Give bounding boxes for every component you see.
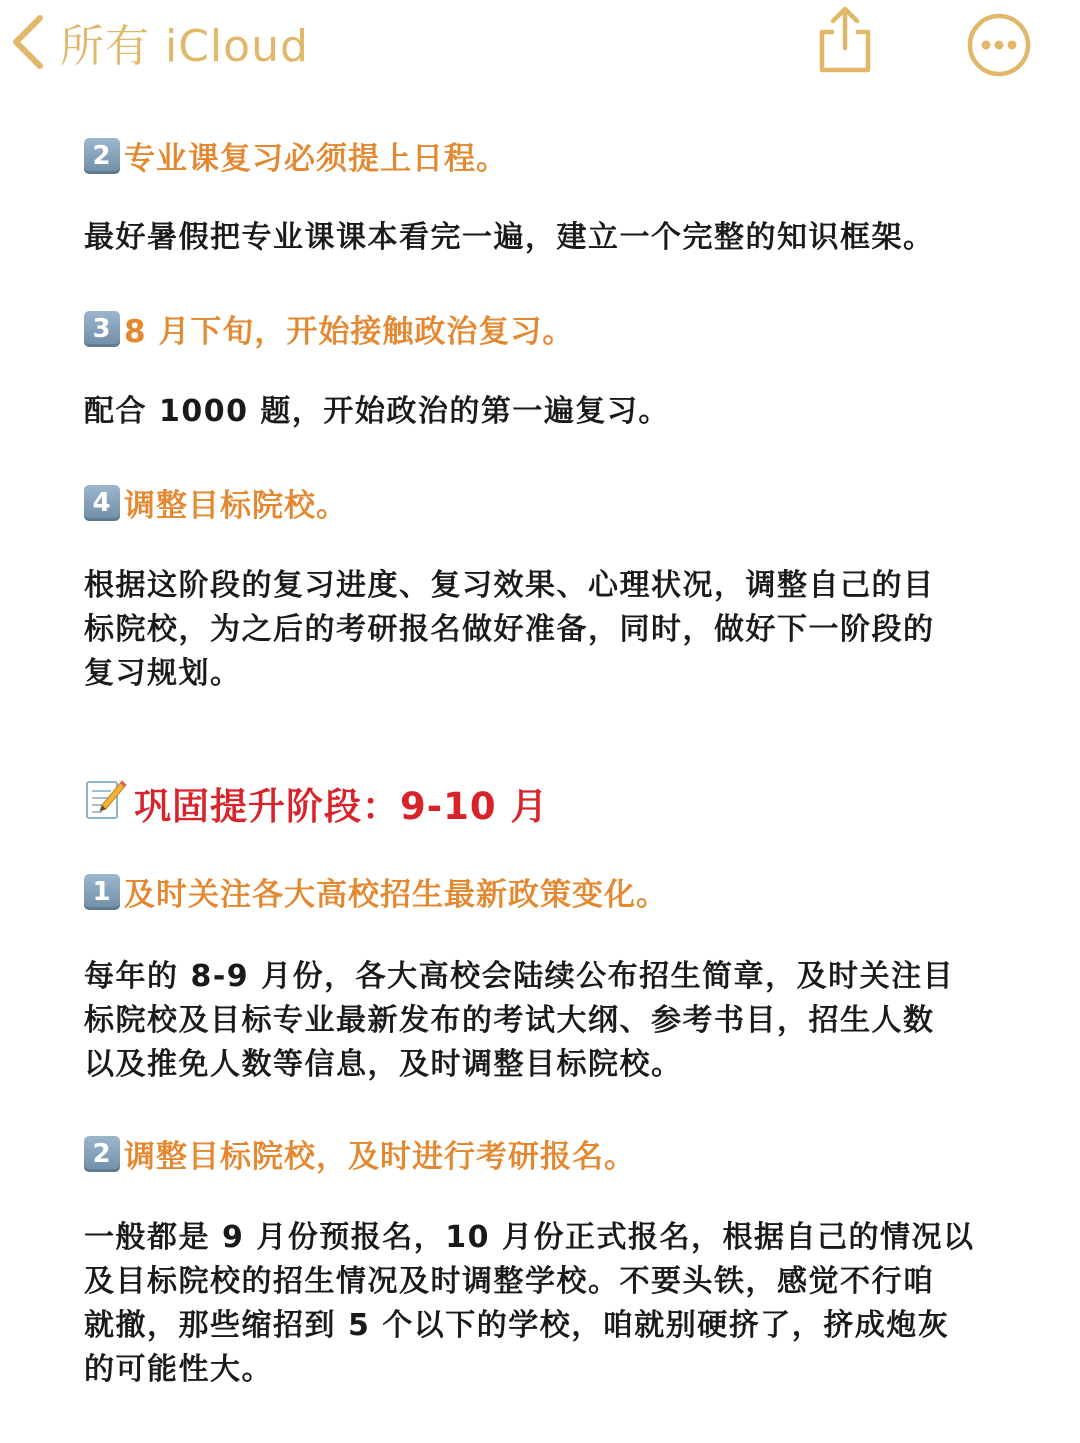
item-4-body xyxy=(84,564,1014,696)
item-4-heading xyxy=(84,480,1014,525)
heading-text: 调整目标院校。 xyxy=(124,488,348,524)
keycap-3-icon: 3 xyxy=(84,311,120,347)
section-title xyxy=(84,776,1014,830)
text-line: 每年的 8-9 月份，各大高校会陆续公布招生简章，及时关注目 xyxy=(84,959,955,994)
more-icon xyxy=(966,63,1032,82)
heading-text: 调整目标院校，及时进行考研报名。 xyxy=(124,1139,636,1175)
keycap-2-icon: 2 xyxy=(84,138,120,174)
heading-text: 8 月下旬，开始接触政治复习。 xyxy=(124,314,575,350)
text-line: 及目标院校的招生情况及时调整学校。不要头铁，感觉不行咱 xyxy=(84,1264,935,1299)
item-2-body: 最好暑假把专业课课本看完一遍，建立一个完整的知识框架。 xyxy=(84,220,935,255)
memo-icon xyxy=(84,777,134,830)
heading-text: 及时关注各大高校招生最新政策变化。 xyxy=(124,877,668,913)
back-label: 所有 iCloud xyxy=(60,21,309,72)
text-line: 标院校及目标专业最新发布的考试大纲、参考书目，招生人数 xyxy=(84,1003,935,1038)
text-line: 复习规划。 xyxy=(84,656,242,691)
s2-item-2-heading xyxy=(84,1131,1014,1176)
chevron-left-icon xyxy=(8,12,48,72)
text-line: 一般都是 9 月份预报名，10 月份正式报名，根据自己的情况以 xyxy=(84,1220,975,1255)
keycap-4-icon: 4 xyxy=(84,485,120,521)
more-button[interactable] xyxy=(966,12,1032,78)
item-2-heading xyxy=(84,133,1014,178)
keycap-1-icon: 1 xyxy=(84,874,120,910)
text-line: 就撤，那些缩招到 5 个以下的学校，咱就别硬挤了，挤成炮灰 xyxy=(84,1308,950,1343)
s2-item-2-body xyxy=(84,1216,1014,1392)
s2-item-1-body xyxy=(84,955,1014,1087)
text-line: 标院校，为之后的考研报名做好准备，同时，做好下一阶段的 xyxy=(84,612,935,647)
keycap-2-icon: 2 xyxy=(84,1136,120,1172)
share-icon xyxy=(812,61,878,80)
text-line: 根据这阶段的复习进度、复习效果、心理状况，调整自己的目 xyxy=(84,568,935,603)
navigation-bar xyxy=(0,0,1080,100)
text-line: 的可能性大。 xyxy=(84,1352,273,1387)
item-3-heading xyxy=(84,306,1014,351)
s2-item-1-heading xyxy=(84,869,1014,914)
share-button[interactable] xyxy=(812,4,878,76)
text-line: 以及推免人数等信息，及时调整目标院校。 xyxy=(84,1047,683,1082)
section-title-text: 巩固提升阶段：9-10 月 xyxy=(134,785,549,828)
heading-text: 专业课复习必须提上日程。 xyxy=(124,141,508,177)
back-button[interactable] xyxy=(8,10,309,74)
item-3-body: 配合 1000 题，开始政治的第一遍复习。 xyxy=(84,394,670,429)
